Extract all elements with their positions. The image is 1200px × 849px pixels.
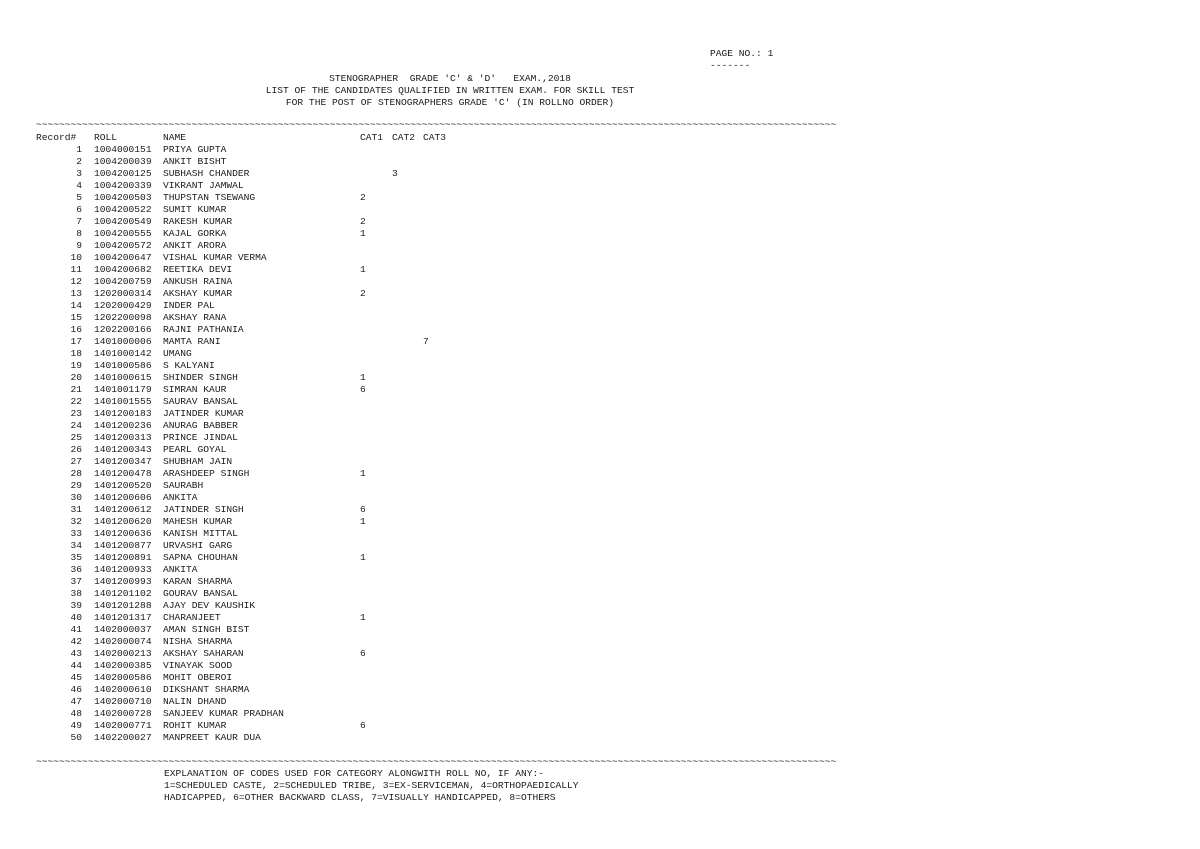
record-number: 45 xyxy=(70,672,82,683)
roll-number: 1401000615 xyxy=(94,372,152,383)
record-number: 7 xyxy=(76,216,82,227)
record-number: 18 xyxy=(70,348,82,359)
record-number: 16 xyxy=(70,324,82,335)
category-1: 1 xyxy=(360,612,366,623)
table-row xyxy=(0,516,900,528)
table-row xyxy=(0,456,900,468)
table-row xyxy=(0,732,900,744)
roll-number: 1401000586 xyxy=(94,360,152,371)
roll-number: 1004200647 xyxy=(94,252,152,263)
candidate-name: SAPNA CHOUHAN xyxy=(163,552,238,563)
roll-number: 1402000037 xyxy=(94,624,152,635)
record-number: 42 xyxy=(70,636,82,647)
candidate-name: SAURAV BANSAL xyxy=(163,396,238,407)
record-number: 29 xyxy=(70,480,82,491)
table-row xyxy=(0,636,900,648)
roll-number: 1004200555 xyxy=(94,228,152,239)
roll-number: 1401200347 xyxy=(94,456,152,467)
record-number: 37 xyxy=(70,576,82,587)
table-row xyxy=(0,336,900,348)
table-row xyxy=(0,228,900,240)
category-1: 2 xyxy=(360,216,366,227)
record-number: 6 xyxy=(76,204,82,215)
record-number: 25 xyxy=(70,432,82,443)
candidate-name: SUBHASH CHANDER xyxy=(163,168,250,179)
candidate-name: ANKITA xyxy=(163,492,198,503)
record-number: 30 xyxy=(70,492,82,503)
roll-number: 1401201317 xyxy=(94,612,152,623)
record-number: 23 xyxy=(70,408,82,419)
header-name: NAME xyxy=(163,132,187,143)
table-row xyxy=(0,348,900,360)
candidate-name: JATINDER KUMAR xyxy=(163,408,244,419)
footer-line-1: EXPLANATION OF CODES USED FOR CATEGORY ALONGWITH ROLL NO, IF ANY:- xyxy=(164,768,544,779)
record-number: 34 xyxy=(70,540,82,551)
roll-number: 1004000151 xyxy=(94,144,152,155)
roll-number: 1402200027 xyxy=(94,732,152,743)
candidate-name: ANKIT ARORA xyxy=(163,240,227,251)
roll-number: 1401201288 xyxy=(94,600,152,611)
roll-number: 1004200549 xyxy=(94,216,152,227)
roll-number: 1004200039 xyxy=(94,156,152,167)
record-number: 28 xyxy=(70,468,82,479)
candidate-name: URVASHI GARG xyxy=(163,540,233,551)
candidate-name: SHUBHAM JAIN xyxy=(163,456,233,467)
category-1: 1 xyxy=(360,516,366,527)
heading-line-2: LIST OF THE CANDIDATES QUALIFIED IN WRITTEN EXAM. FOR SKILL TEST xyxy=(265,85,635,96)
record-number: 31 xyxy=(70,504,82,515)
candidate-name: MOHIT OBEROI xyxy=(163,672,233,683)
record-number: 27 xyxy=(70,456,82,467)
roll-number: 1401200478 xyxy=(94,468,152,479)
roll-number: 1401200636 xyxy=(94,528,152,539)
roll-number: 1004200572 xyxy=(94,240,152,251)
page-number: PAGE NO.: 1 xyxy=(710,48,774,59)
table-row xyxy=(0,252,900,264)
table-row xyxy=(0,240,900,252)
roll-number: 1004200339 xyxy=(94,180,152,191)
table-row xyxy=(0,648,900,660)
roll-number: 1401200612 xyxy=(94,504,152,515)
record-number: 44 xyxy=(70,660,82,671)
record-number: 14 xyxy=(70,300,82,311)
candidate-name: SIMRAN KAUR xyxy=(163,384,227,395)
header-record: Record# xyxy=(36,132,77,143)
roll-number: 1401200236 xyxy=(94,420,152,431)
record-number: 5 xyxy=(76,192,82,203)
candidate-name: KARAN SHARMA xyxy=(163,576,233,587)
candidate-name: INDER PAL xyxy=(163,300,215,311)
record-number: 10 xyxy=(70,252,82,263)
category-1: 6 xyxy=(360,648,366,659)
roll-number: 1402000710 xyxy=(94,696,152,707)
roll-number: 1401200933 xyxy=(94,564,152,575)
candidate-name: SAURABH xyxy=(163,480,204,491)
table-row xyxy=(0,492,900,504)
category-1: 6 xyxy=(360,504,366,515)
table-row xyxy=(0,672,900,684)
record-number: 19 xyxy=(70,360,82,371)
candidate-name: PRINCE JINDAL xyxy=(163,432,238,443)
record-number: 39 xyxy=(70,600,82,611)
category-1: 1 xyxy=(360,468,366,479)
candidate-name: NISHA SHARMA xyxy=(163,636,233,647)
record-number: 15 xyxy=(70,312,82,323)
candidate-name: KANISH MITTAL xyxy=(163,528,238,539)
category-1: 2 xyxy=(360,288,366,299)
candidate-name: AKSHAY SAHARAN xyxy=(163,648,244,659)
candidate-name: AJAY DEV KAUSHIK xyxy=(163,600,256,611)
header-cat3: CAT3 xyxy=(423,132,447,143)
roll-number: 1401200620 xyxy=(94,516,152,527)
category-3: 7 xyxy=(423,336,429,347)
candidate-name: VIKRANT JAMWAL xyxy=(163,180,244,191)
table-row xyxy=(0,408,900,420)
candidate-name: AMAN SINGH BIST xyxy=(163,624,250,635)
roll-number: 1402000771 xyxy=(94,720,152,731)
record-number: 49 xyxy=(70,720,82,731)
candidate-name: JATINDER SINGH xyxy=(163,504,244,515)
record-number: 20 xyxy=(70,372,82,383)
bottom-separator: ~~~~~~~~~~~~~~~~~~~~~~~~~~~~~~~~~~~~~~~~~~~~~~~~~~~~~~~~~~~~~~~~~~~~~~~~~~~~~~~~~~~~~~~~~~~~~~~~~~~~~~~~~~~~~~~~~~~~~~~~~~~~~~~~~~~~~~~~~~~ xyxy=(36,756,837,767)
roll-number: 1401200606 xyxy=(94,492,152,503)
table-row xyxy=(0,468,900,480)
table-row xyxy=(0,720,900,732)
top-separator: ~~~~~~~~~~~~~~~~~~~~~~~~~~~~~~~~~~~~~~~~~~~~~~~~~~~~~~~~~~~~~~~~~~~~~~~~~~~~~~~~~~~~~~~~~~~~~~~~~~~~~~~~~~~~~~~~~~~~~~~~~~~~~~~~~~~~~~~~~~~ xyxy=(36,119,837,130)
table-header xyxy=(0,132,900,144)
record-number: 21 xyxy=(70,384,82,395)
footer-line-3: HADICAPPED, 6=OTHER BACKWARD CLASS, 7=VISUALLY HANDICAPPED, 8=OTHERS xyxy=(164,792,556,803)
roll-number: 1402000213 xyxy=(94,648,152,659)
roll-number: 1202200166 xyxy=(94,324,152,335)
roll-number: 1401200520 xyxy=(94,480,152,491)
roll-number: 1402000074 xyxy=(94,636,152,647)
table-row xyxy=(0,192,900,204)
record-number: 4 xyxy=(76,180,82,191)
roll-number: 1401200993 xyxy=(94,576,152,587)
table-row xyxy=(0,696,900,708)
record-number: 12 xyxy=(70,276,82,287)
candidate-name: MAMTA RANI xyxy=(163,336,221,347)
roll-number: 1401200877 xyxy=(94,540,152,551)
candidate-name: VINAYAK SOOD xyxy=(163,660,233,671)
candidate-name: UMANG xyxy=(163,348,192,359)
category-1: 1 xyxy=(360,552,366,563)
candidate-name: DIKSHANT SHARMA xyxy=(163,684,250,695)
record-number: 11 xyxy=(70,264,82,275)
table-row xyxy=(0,384,900,396)
category-1: 1 xyxy=(360,372,366,383)
table-row xyxy=(0,156,900,168)
candidate-name: MANPREET KAUR DUA xyxy=(163,732,261,743)
candidate-name: GOURAV BANSAL xyxy=(163,588,238,599)
record-number: 35 xyxy=(70,552,82,563)
record-number: 43 xyxy=(70,648,82,659)
candidate-name: REETIKA DEVI xyxy=(163,264,233,275)
table-row xyxy=(0,528,900,540)
table-row xyxy=(0,552,900,564)
table-row xyxy=(0,612,900,624)
roll-number: 1401001179 xyxy=(94,384,152,395)
record-number: 26 xyxy=(70,444,82,455)
candidate-name: SHINDER SINGH xyxy=(163,372,238,383)
roll-number: 1004200125 xyxy=(94,168,152,179)
table-row xyxy=(0,624,900,636)
candidate-name: VISHAL KUMAR VERMA xyxy=(163,252,267,263)
roll-number: 1401201102 xyxy=(94,588,152,599)
record-number: 40 xyxy=(70,612,82,623)
roll-number: 1202000314 xyxy=(94,288,152,299)
record-number: 32 xyxy=(70,516,82,527)
record-number: 8 xyxy=(76,228,82,239)
table-row xyxy=(0,180,900,192)
table-row xyxy=(0,288,900,300)
record-number: 38 xyxy=(70,588,82,599)
candidate-name: KAJAL GORKA xyxy=(163,228,227,239)
candidate-name: SUMIT KUMAR xyxy=(163,204,227,215)
page-number-underline: ------- xyxy=(710,60,751,71)
table-row xyxy=(0,444,900,456)
record-number: 33 xyxy=(70,528,82,539)
table-row xyxy=(0,660,900,672)
candidate-name: THUPSTAN TSEWANG xyxy=(163,192,256,203)
table-row xyxy=(0,396,900,408)
roll-number: 1004200759 xyxy=(94,276,152,287)
table-row xyxy=(0,684,900,696)
record-number: 1 xyxy=(76,144,82,155)
candidate-name: AKSHAY RANA xyxy=(163,312,227,323)
table-row xyxy=(0,600,900,612)
category-1: 1 xyxy=(360,228,366,239)
table-row xyxy=(0,324,900,336)
category-1: 6 xyxy=(360,720,366,731)
candidate-name: NALIN DHAND xyxy=(163,696,227,707)
table-row xyxy=(0,504,900,516)
table-row xyxy=(0,576,900,588)
roll-number: 1004200522 xyxy=(94,204,152,215)
record-number: 50 xyxy=(70,732,82,743)
candidate-name: RAJNI PATHANIA xyxy=(163,324,244,335)
roll-number: 1401001555 xyxy=(94,396,152,407)
candidate-name: PRIYA GUPTA xyxy=(163,144,227,155)
roll-number: 1004200682 xyxy=(94,264,152,275)
table-row xyxy=(0,588,900,600)
record-number: 3 xyxy=(76,168,82,179)
roll-number: 1402000586 xyxy=(94,672,152,683)
record-number: 2 xyxy=(76,156,82,167)
roll-number: 1401200183 xyxy=(94,408,152,419)
candidate-name: ANKUSH RAINA xyxy=(163,276,233,287)
record-number: 36 xyxy=(70,564,82,575)
roll-number: 1402000728 xyxy=(94,708,152,719)
table-row xyxy=(0,420,900,432)
candidate-name: PEARL GOYAL xyxy=(163,444,227,455)
record-number: 17 xyxy=(70,336,82,347)
candidate-name: ANKITA xyxy=(163,564,198,575)
roll-number: 1401200313 xyxy=(94,432,152,443)
roll-number: 1402000610 xyxy=(94,684,152,695)
candidate-name: CHARANJEET xyxy=(163,612,221,623)
table-row xyxy=(0,276,900,288)
candidate-name: ANURAG BABBER xyxy=(163,420,238,431)
heading-line-1: STENOGRAPHER GRADE 'C' & 'D' EXAM.,2018 xyxy=(329,73,571,84)
category-2: 3 xyxy=(392,168,398,179)
table-row xyxy=(0,708,900,720)
candidate-name: AKSHAY KUMAR xyxy=(163,288,233,299)
category-1: 1 xyxy=(360,264,366,275)
record-number: 46 xyxy=(70,684,82,695)
table-row xyxy=(0,312,900,324)
roll-number: 1202200098 xyxy=(94,312,152,323)
record-number: 48 xyxy=(70,708,82,719)
candidate-name: ROHIT KUMAR xyxy=(163,720,227,731)
table-row xyxy=(0,372,900,384)
roll-number: 1401000006 xyxy=(94,336,152,347)
table-row xyxy=(0,216,900,228)
roll-number: 1401000142 xyxy=(94,348,152,359)
candidate-name: SANJEEV KUMAR PRADHAN xyxy=(163,708,284,719)
table-row xyxy=(0,168,900,180)
roll-number: 1402000385 xyxy=(94,660,152,671)
record-number: 13 xyxy=(70,288,82,299)
candidate-name: S KALYANI xyxy=(163,360,215,371)
candidate-name: ARASHDEEP SINGH xyxy=(163,468,250,479)
header-roll: ROLL xyxy=(94,132,118,143)
candidate-name: ANKIT BISHT xyxy=(163,156,227,167)
record-number: 41 xyxy=(70,624,82,635)
table-row xyxy=(0,204,900,216)
candidate-name: MAHESH KUMAR xyxy=(163,516,233,527)
table-row xyxy=(0,564,900,576)
heading-line-3: FOR THE POST OF STENOGRAPHERS GRADE 'C' (IN ROLLNO ORDER) xyxy=(285,97,615,108)
header-cat2: CAT2 xyxy=(392,132,416,143)
table-row xyxy=(0,480,900,492)
record-number: 9 xyxy=(76,240,82,251)
roll-number: 1401200891 xyxy=(94,552,152,563)
footer-line-2: 1=SCHEDULED CASTE, 2=SCHEDULED TRIBE, 3=EX-SERVICEMAN, 4=ORTHOPAEDICALLY xyxy=(164,780,579,791)
record-number: 22 xyxy=(70,396,82,407)
candidate-name: RAKESH KUMAR xyxy=(163,216,233,227)
record-number: 47 xyxy=(70,696,82,707)
table-row xyxy=(0,264,900,276)
roll-number: 1401200343 xyxy=(94,444,152,455)
table-row xyxy=(0,300,900,312)
header-cat1: CAT1 xyxy=(360,132,384,143)
roll-number: 1004200503 xyxy=(94,192,152,203)
roll-number: 1202000429 xyxy=(94,300,152,311)
table-row xyxy=(0,360,900,372)
table-row xyxy=(0,432,900,444)
table-row xyxy=(0,540,900,552)
category-1: 2 xyxy=(360,192,366,203)
category-1: 6 xyxy=(360,384,366,395)
record-number: 24 xyxy=(70,420,82,431)
table-row xyxy=(0,144,900,156)
